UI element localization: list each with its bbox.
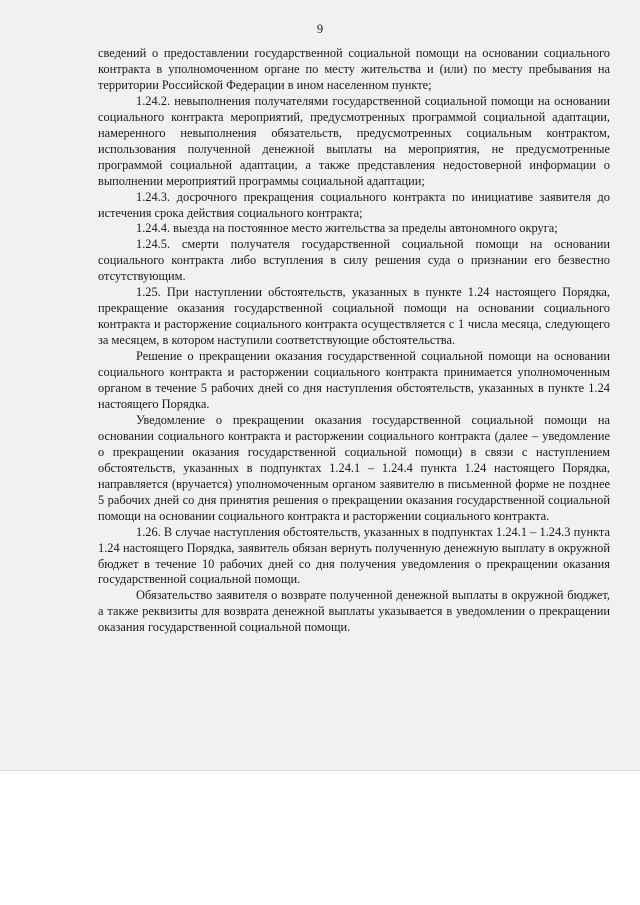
paragraph: 1.26. В случае наступления обстоятельств, указанных в подпунктах 1.24.1 – 1.24.3 пункта 1.24 настоящего Порядка, заявитель обязан вернуть полученную денежную выплату в окружной бюджет в течение 10 рабочих дней со дня получения уведомления о прекращении оказания государственной социальной помощи. [98,524,610,587]
paragraph: Решение о прекращении оказания государственной социальной помощи на основании социального контракта и расторжении социального контракта принимается уполномоченным органом в течение 5 рабочих дней со дня наступления обстоятельств, указанных в пункте 1.24 настоящего Порядка. [98,349,610,411]
paragraph: 1.24.4. выезда на постоянное место жительства за пределы автономного округа; [136,221,558,236]
paragraph: сведений о предоставлении государственной социальной помощи на основании социального контракта в уполномоченном органе по месту жительства и (или) по месту пребывания на территории Российской Федерации в ином населенном пункте; [98,46,610,92]
paragraph: 1.24.2. невыполнения получателями государственной социальной помощи на основании социального контракта мероприятий, предусмотренных программой социальной адаптации, намеренного невыполнения обязательств, предусмотренных социальным контрактом, использования полученной денежной выплаты на мероприятия, не предусмотренные программой социальной адаптации, а также представления недостоверной информации о выполнении мероприятий программы социальной адаптации; [98,93,610,188]
document-body [98,46,610,636]
paragraph: 1.24.5. смерти получателя государственной социальной помощи на основании социального контракта либо вступления в силу решения суда о признании его безвестно отсутствующим. [98,237,610,284]
paragraph: 1.24.3. досрочного прекращения социального контракта по инициативе заявителя до истечения срока действия социального контракта; [98,189,610,220]
paragraph: 1.25. При наступлении обстоятельств, указанных в пункте 1.24 настоящего Порядка, прекращение оказания государственной социальной помощи на основании социального контракта и расторжение социального контракта осуществляется с 1 числа месяца, следующего за месяцем, в котором наступили соответствующие обстоятельства. [98,285,610,348]
paragraph: Обязательство заявителя о возврате полученной денежной выплаты в окружной бюджет, а также реквизиты для возврата денежной выплаты указывается в уведомлении о прекращении оказания государственной социальной помощи. [98,588,610,635]
paragraph: Уведомление о прекращении оказания государственной социальной помощи на основании социального контракта и расторжении социального контракта (далее – уведомление о прекращении оказания государственной социальной помощи) в связи с наступлением обстоятельств, указанных в подпунктах 1.24.1 – 1.24.4 пункта 1.24 настоящего Порядка, направляется (вручается) уполномоченным органом заявителю в письменной форме не позднее 5 рабочих дней со дня принятия решения о прекращении оказания государственной социальной помощи на основании социального контракта и расторжении социального контракта. [98,412,610,523]
page-number: 9 [316,22,324,36]
